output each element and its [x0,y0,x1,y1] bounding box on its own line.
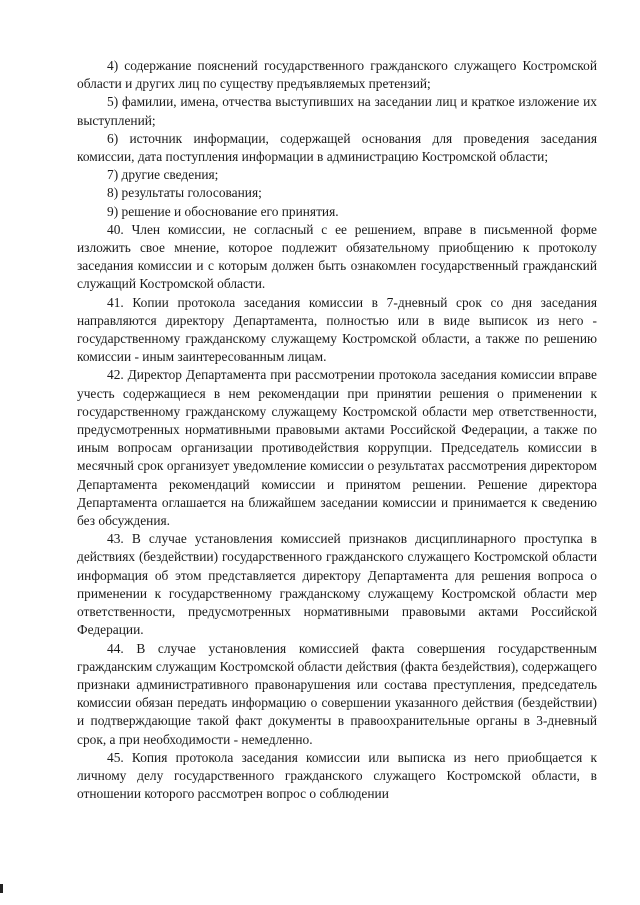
list-item-6: 6) источник информации, содержащей основания для проведения заседания комиссии, дата поступления информации в администрацию Костромской области; [77,130,597,165]
clause-41: 41. Копии протокола заседания комиссии в 7-дневный срок со дня заседания направляются директору Департамента, полностью или в виде выписок из него - государственному гражданскому служащему Костромской области, а также по решению комиссии - иным заинтересованным лицам. [77,294,597,365]
clause-42: 42. Директор Департамента при рассмотрении протокола заседания комиссии вправе учесть содержащиеся в нем рекомендации при принятии решения о применении к государственному гражданскому служащему Костромской области мер ответственности, предусмотренных нормативными правовыми актами Российской Федерации, а также по иным вопросам организации противодействия коррупции. Председатель комиссии в месячный срок организует уведомление комиссии о результатах рассмотрения директором Департамента рекомендаций комиссии и принятом решении. Решение директора Департамента оглашается на ближайшем заседании комиссии и принимается к сведению без обсуждения. [77,367,597,529]
clause-43: 43. В случае установления комиссией признаков дисциплинарного проступка в действиях (бездействии) государственного гражданского служащего Костромской области информация об этом представляется директору Департамента для решения вопроса о применении к государственному гражданскому служащему Костромской области мер ответственности, предусмотренных нормативными правовыми актами Российской Федерации. [77,531,597,638]
list-item-9: 9) решение и обоснование его принятия. [107,203,339,219]
clause-44: 44. В случае установления комиссией факта совершения государственным гражданским служащим Костромской области действия (факта бездействия), содержащего признаки административного правонарушения или состава преступления, председатель комиссии обязан передать информацию о совершении указанного действия (бездействии) и подтверждающие такой факт документы в правоохранительные органы в 3-дневный срок, а при необходимости - немедленно. [77,640,597,747]
list-item-7: 7) другие сведения; [107,167,219,183]
clause-45: 45. Копия протокола заседания комиссии или выписка из него приобщается к личному делу государственного гражданского служащего Костромской области, в отношении которого рассмотрен вопрос о соблюдении [77,749,597,802]
scan-edge-mark [0,884,3,893]
clause-40: 40. Член комиссии, не согласный с ее решением, вправе в письменной форме изложить свое мнение, которое подлежит обязательному приобщению к протоколу заседания комиссии и с которым должен быть ознакомлен государственный гражданский служащий Костромской области. [77,221,597,292]
document-body [77,57,597,803]
list-item-4: 4) содержание пояснений государственного гражданского служащего Костромской области и других лиц по существу предъявляемых претензий; [77,58,597,92]
list-item-8: 8) результаты голосования; [107,185,262,201]
list-item-5: 5) фамилии, имена, отчества выступивших на заседании лиц и краткое изложение их выступлений; [77,94,597,128]
